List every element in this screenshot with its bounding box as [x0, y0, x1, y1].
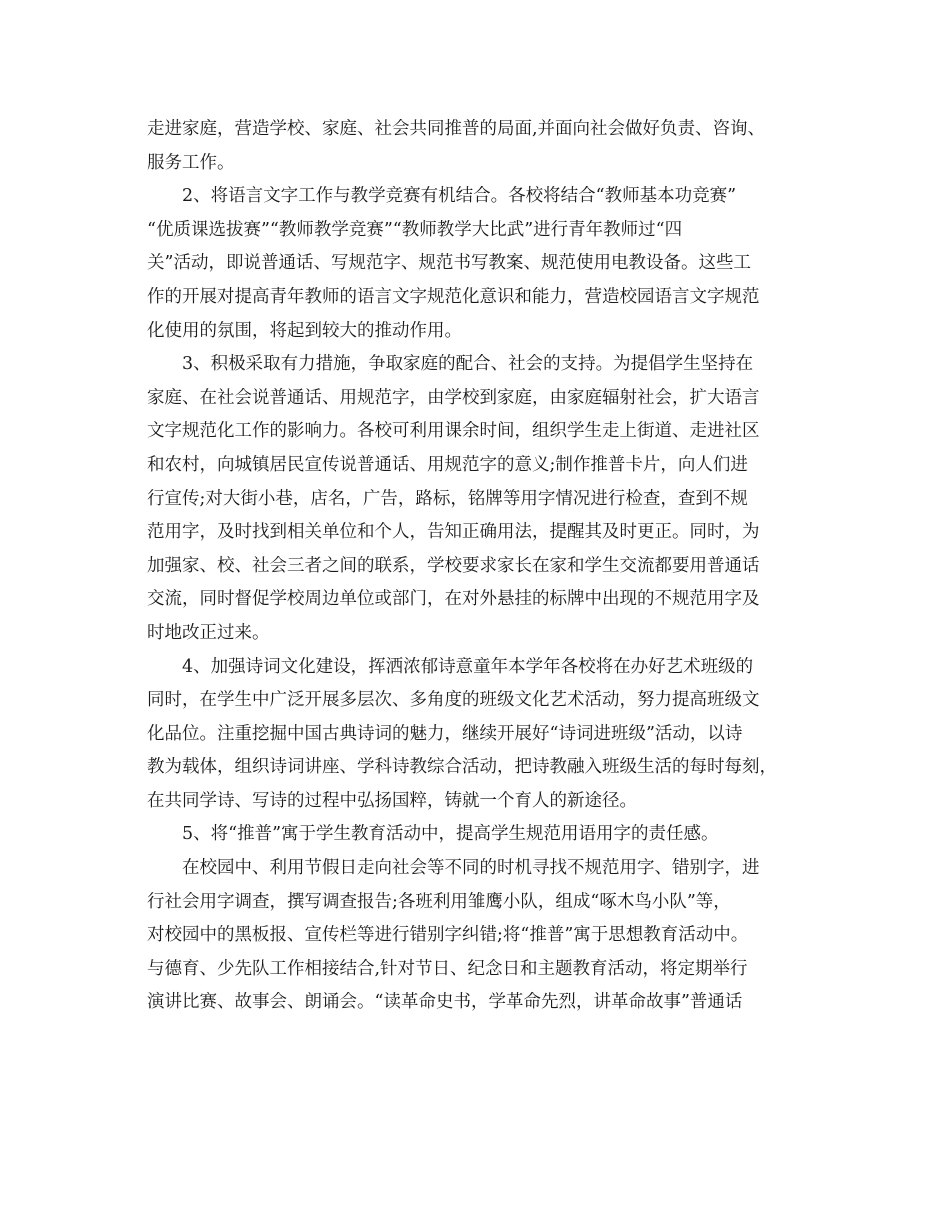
- text-line: 关”活动，即说普通话、写规范字、规范书写教案、规范使用电教设备。这些工: [147, 253, 751, 274]
- text-line: 行宣传;对大街小巷，店名，广告，路标，铭牌等用字情况进行检查，查到不规: [147, 488, 748, 509]
- text-line: 教为载体，组织诗词讲座、学科诗教综合活动，把诗教融入班级生活的每时每刻，: [147, 757, 777, 778]
- text-line: 和农村，向城镇居民宣传说普通话、用规范字的意义;制作推普卡片，向人们进: [147, 454, 748, 475]
- text-line: 范用字，及时找到相关单位和个人，告知正确用法，提醒其及时更正。同时，为: [147, 522, 760, 543]
- text-line: 加强家、校、社会三者之间的联系，学校要求家长在家和学生交流都要用普通话: [147, 555, 760, 576]
- text-line: 5、将“推普”寓于学生教育活动中，提高学生规范用语用字的责任感。: [182, 824, 719, 845]
- text-line: 4、加强诗词文化建设，挥洒浓郁诗意童年本学年各校将在办好艺术班级的: [182, 656, 754, 677]
- text-line: 行社会用字调查，撰写调查报告;各班利用雏鹰小队，组成“啄木鸟小队”等，: [147, 891, 731, 912]
- text-line: 与德育、少先队工作相接结合,针对节日、纪念日和主题教育活动，将定期举行: [147, 958, 748, 979]
- text-line: “优质课选拔赛”“教师教学竞赛”“教师教学大比武”进行青年教师过“四: [147, 219, 683, 240]
- document-body: [147, 113, 817, 1020]
- text-line: 走进家庭，营造学校、家庭、社会共同推普的局面,并面向社会做好负责、咨询、: [147, 119, 766, 139]
- text-line: 服务工作。: [147, 152, 235, 173]
- text-line: 在共同学诗、写诗的过程中弘扬国粹，铸就一个育人的新途径。: [147, 790, 637, 811]
- text-line: 同时，在学生中广泛开展多层次、多角度的班级文化艺术活动，努力提高班级文: [147, 690, 760, 711]
- text-line: 化使用的氛围，将起到较大的推动作用。: [147, 320, 462, 341]
- text-line: 3、积极采取有力措施，争取家庭的配合、社会的支持。为提倡学生坚持在: [182, 354, 754, 375]
- text-line: 化品位。注重挖掘中国古典诗词的魅力，继续开展好“诗词进班级”活动，以诗: [147, 723, 743, 744]
- text-line: 时地改正过来。: [147, 622, 270, 643]
- text-line: 在校园中、利用节假日走向社会等不同的时机寻找不规范用字、错别字，进: [182, 858, 760, 879]
- text-line: 作的开展对提高青年教师的语言文字规范化意识和能力，营造校园语言文字规范: [147, 286, 760, 307]
- text-line: 2、将语言文字工作与教学竞赛有机结合。各校将结合“教师基本功竞赛”: [182, 186, 737, 207]
- text-line: 演讲比赛、故事会、朗诵会。“读革命史书，学革命先烈，讲革命故事”普通话: [147, 992, 743, 1013]
- text-line: 家庭、在社会说普通话、用规范字，由学校到家庭，由家庭辐射社会，扩大语言: [147, 387, 760, 408]
- text-line: 对校园中的黑板报、宣传栏等进行错别字纠错;将“推普”寓于思想教育活动中。: [147, 925, 749, 946]
- text-line: 文字规范化工作的影响力。各校可利用课余时间，组织学生走上街道、走进社区: [147, 421, 760, 442]
- text-line: 交流，同时督促学校周边单位或部门，在对外悬挂的标牌中出现的不规范用字及: [147, 589, 760, 610]
